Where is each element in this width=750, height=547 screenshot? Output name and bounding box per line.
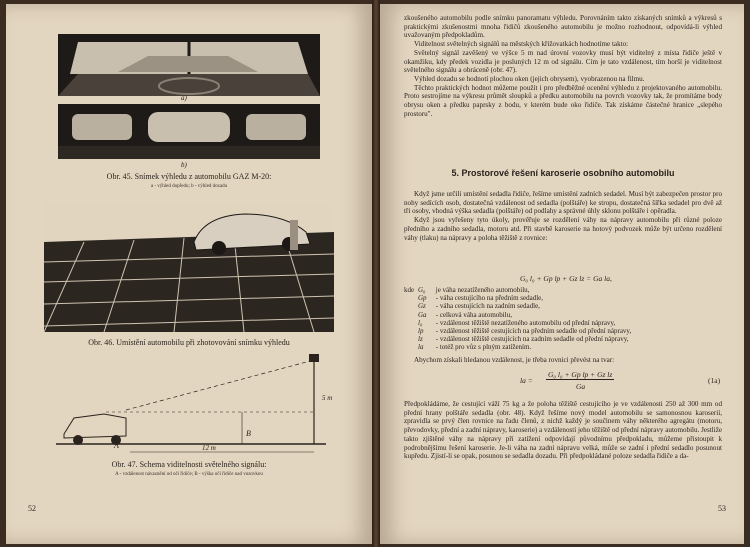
formula-2-denominator: Ga: [576, 382, 586, 391]
formula-2-reference: (1a): [708, 376, 721, 385]
fig45-subcaption: a - výhled dopředu; b - výhled dozadu: [150, 184, 228, 189]
fig45b-label: b): [181, 161, 187, 169]
definition-item: Gz - váha cestujících na zadním sedadle,: [418, 302, 540, 311]
kde-label: kde: [404, 286, 415, 294]
paragraph: Viditelnost světelných signálů na městských křižovatkách hodnotíme takto:: [414, 40, 629, 49]
right-text-middle: [404, 190, 722, 242]
right-text-bottom: [404, 400, 722, 461]
fig45a-forward-view-photo: [58, 34, 320, 96]
fig45b-rear-view-photo: [58, 104, 320, 159]
fig47-caption: Obr. 47. Schema viditelnosti světelného signálu:: [111, 460, 267, 469]
fig47-dim-12m: 12 m: [202, 444, 216, 452]
left-page: [6, 4, 372, 544]
fig47-signal-visibility-diagram: [46, 352, 336, 462]
right-text-formula-intro: [404, 356, 722, 365]
fig47-dim-5m: 5 m: [322, 394, 333, 402]
right-page: [380, 4, 744, 544]
definition-item: lp - vzdálenost těžiště cestujících na předním sedadle od přední nápravy,: [418, 327, 632, 336]
section-heading: 5. Prostorové řešení karoserie osobního automobilu: [451, 168, 675, 178]
paragraph: Když jsou vyřešeny tyto úkoly, prověřuje se rozdělení váhy na nápravy automobilu při různé poloze předního a zadního sedadla, motoru atd. Při stavbě karoserie na hotový podvozek může být určeno rozdělení váhy (tlaku) na nápravy a poloha těžiště z rovnice:: [404, 216, 722, 242]
paragraph: Výhled dozadu se hodnotí plochou oken (jejich obrysem), vyobrazenou na filmu.: [414, 74, 645, 83]
fig47-subcaption: A - vzdálenost návaznění od oči řidiče; B - výška oči řidiče nad vozovkou: [115, 472, 263, 477]
right-page-number: 53: [718, 504, 726, 513]
paragraph: Když jsme určili umístění sedadla řidiče, řešíme umístění zadních sedadel. Musí být zabezpečen prostor pro nohy sedících osob, dostatečná vzdálenost od sedadla (polštáře) ke stropu, dostatečná šířka sedadel pro dvě až tři osoby, vhodná výška sedadla (polštáře) od podlahy a správné úhly sklonu polštáře i opěradla.: [404, 190, 722, 216]
definition-item: G₀ je váha nezatíženého automobilu,: [418, 286, 530, 294]
fig46-car-on-grid-photo: [44, 202, 334, 332]
fig45-caption: Obr. 45. Snímek výhledu z automobilu GAZ M-20:: [106, 172, 272, 181]
paragraph: Světelný signál zavěšený ve výšce 5 m nad úrovní vozovky musí být viditelný z místa řidiče ještě v okamžiku, kdy předek vozidla je posluných 12 m od signálu. Cím je tato vzdálenost, tím horší je viditelnost světelného signálu a obráceně (obr. 47).: [404, 48, 722, 75]
formula-1: G₀ l₀ + Gp lp + Gz lz = Ga la,: [520, 274, 612, 283]
formula-2-numerator: G₀ l₀ + Gp lp + Gz lz: [548, 370, 613, 379]
fig47-dim-b: B: [246, 429, 251, 438]
fig45a-label: a): [181, 94, 187, 102]
definition-item: l₀ - vzdálenost těžiště nezatíženého automobilu od přední nápravy,: [418, 318, 616, 327]
definition-item: Ga - celková váha automobilu,: [418, 310, 512, 319]
definition-item: la - totéž pro vůz s plným zatížením.: [418, 343, 532, 352]
fig47-dim-a: A: [114, 441, 119, 450]
right-text-top: [404, 14, 722, 118]
fig46-caption: Obr. 46. Umístění automobilu při zhotovování snímku výhledu: [88, 338, 290, 347]
definition-item: lz - vzdálenost těžiště cestujících na zadním sedadle od přední nápravy,: [418, 335, 629, 344]
paragraph: Abychom získali hledanou vzdálenost, je třeba rovnici převést na tvar:: [414, 356, 615, 364]
left-page-number: 52: [28, 504, 36, 513]
paragraph: zkoušeného automobilu podle snímku panoramatu výhledu. Porovnáním takto získaných snímků a výkresů s praktickými zkušenostmi mnoha řidičů zkoušeného automobilu je možno rozhodnout, odpovídá-li výhled uvažovaným předpokladům.: [404, 14, 722, 40]
book-gutter: [372, 0, 380, 547]
definition-item: Gp - váha cestujícího na předním sedadle,: [418, 294, 544, 303]
formula-2-lhs: la =: [520, 376, 533, 385]
definition-list: [404, 286, 722, 352]
paragraph: Předpokládáme, že cestující váží 75 kg a že poloha těžiště cestujícího je ve vzdálenosti 250 až 300 mm od přední hrany polštáře sedadla (obr. 48). Když řešíme nový model automobilu se samonosnou karoserií, zpravidla se prvý člen rovnice na řadu členů, z nichž každý je součinem váhy některého agregátu (motoru, převodovky, přední a zadní nápravy, karoserie) a vzdáleností jeho těžiště od přední nápravy automobilu. Jestliže takto zjištěné váhy na nápravy při zatížení odpovídají původnímu předpokladu, můžeme přistoupit k podrobnějšímu řešení karoserie. Je-li váha na zadní nápravu velká, může se zadní i přední sedadlo posunout kupředu. Zjistí-li se opak, posunou se sedadla dozadu. Při předpokládané poloze sedadla řidiče a da-: [404, 400, 722, 461]
paragraph: Těchto praktických hodnot můžeme použít i pro předběžné ocenění výhledu z projektovaného automobilu. Proto sestrojíme na výkresu průmět sloupků a předku automobilu na povrch vozovky tak, že promítáme body obrysu oken a předku paprsky z bodu, v kterém bude oko řidiče. Tak získáme částečné hranice „slepého prostoru".: [404, 83, 722, 118]
